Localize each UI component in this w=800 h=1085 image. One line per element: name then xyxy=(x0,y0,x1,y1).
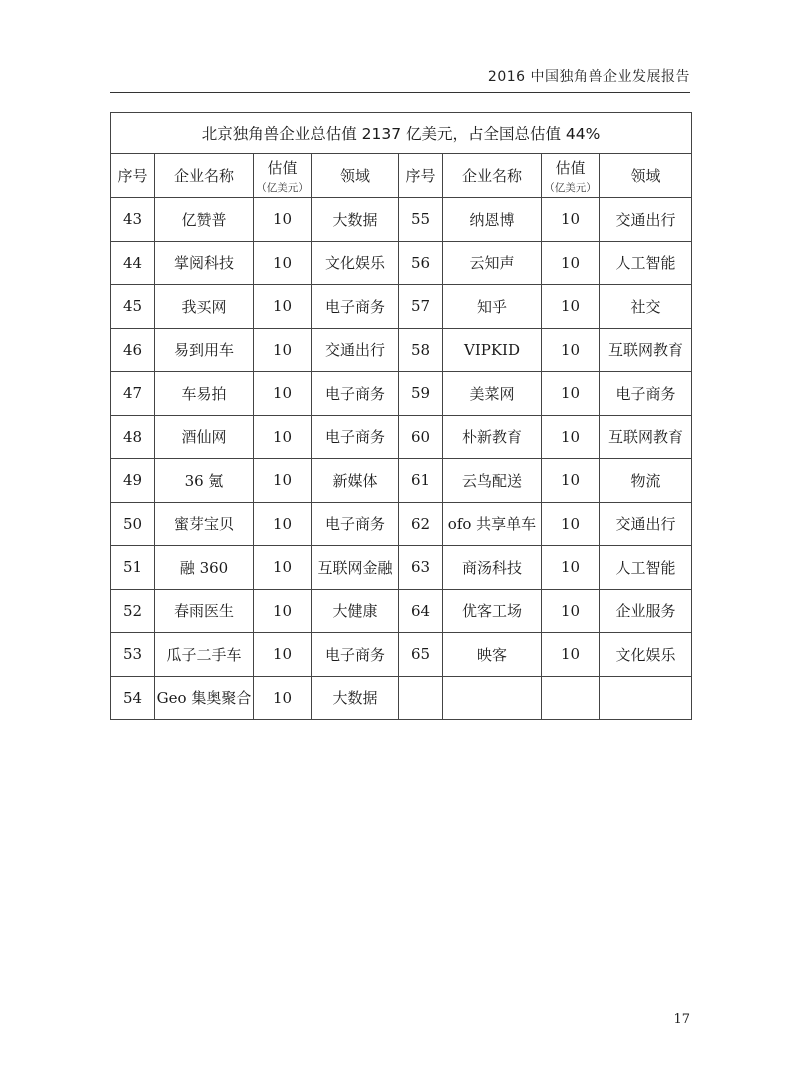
page-number: 17 xyxy=(673,1012,690,1027)
header-sector: 领域 xyxy=(600,154,692,198)
cell-name: 朴新教育 xyxy=(443,415,542,459)
cell-name: 优客工场 xyxy=(443,589,542,633)
cell-sector: 人工智能 xyxy=(600,546,692,590)
cell-sector: 大数据 xyxy=(312,676,399,720)
cell-index: 59 xyxy=(399,372,443,416)
cell-name: 亿赞普 xyxy=(155,198,254,242)
cell-valuation: 10 xyxy=(254,546,312,590)
cell-valuation: 10 xyxy=(542,198,600,242)
cell-index: 48 xyxy=(111,415,155,459)
unicorn-table xyxy=(110,112,692,720)
cell-name: 融 360 xyxy=(155,546,254,590)
cell-index: 53 xyxy=(111,633,155,677)
cell-valuation: 10 xyxy=(542,241,600,285)
cell-sector: 电子商务 xyxy=(312,415,399,459)
cell-name: 云知声 xyxy=(443,241,542,285)
table-caption-row xyxy=(111,113,692,154)
header-sector: 领域 xyxy=(312,154,399,198)
table-caption: 北京独角兽企业总估值 2137 亿美元，占全国总估值 44% xyxy=(111,113,692,154)
cell-valuation: 10 xyxy=(254,241,312,285)
header-valuation-label: 估值 xyxy=(267,158,298,177)
cell-index: 52 xyxy=(111,589,155,633)
cell-valuation: 10 xyxy=(254,459,312,503)
cell-valuation: 10 xyxy=(542,546,600,590)
cell-valuation: 10 xyxy=(254,198,312,242)
cell-index: 65 xyxy=(399,633,443,677)
running-header: 2016 中国独角兽企业发展报告 xyxy=(487,69,690,85)
cell-valuation: 10 xyxy=(542,459,600,503)
cell-index: 56 xyxy=(399,241,443,285)
cell-sector: 文化娱乐 xyxy=(600,633,692,677)
cell-valuation: 10 xyxy=(254,502,312,546)
cell-index xyxy=(399,676,443,720)
cell-valuation: 10 xyxy=(542,372,600,416)
table-row xyxy=(111,241,692,285)
cell-index: 50 xyxy=(111,502,155,546)
header-valuation-unit: （亿美元） xyxy=(544,181,597,194)
table-row xyxy=(111,633,692,677)
cell-sector: 大健康 xyxy=(312,589,399,633)
cell-index: 60 xyxy=(399,415,443,459)
cell-sector: 企业服务 xyxy=(600,589,692,633)
cell-sector: 社交 xyxy=(600,285,692,329)
cell-name: 易到用车 xyxy=(155,328,254,372)
cell-sector: 交通出行 xyxy=(600,502,692,546)
cell-index: 61 xyxy=(399,459,443,503)
header-valuation xyxy=(542,154,600,198)
header-valuation xyxy=(254,154,312,198)
cell-index: 64 xyxy=(399,589,443,633)
cell-sector: 互联网教育 xyxy=(600,328,692,372)
cell-valuation: 10 xyxy=(542,633,600,677)
cell-valuation xyxy=(542,676,600,720)
cell-sector: 互联网金融 xyxy=(312,546,399,590)
cell-index: 51 xyxy=(111,546,155,590)
header-index: 序号 xyxy=(111,154,155,198)
table-row xyxy=(111,372,692,416)
cell-name: 车易拍 xyxy=(155,372,254,416)
cell-sector: 大数据 xyxy=(312,198,399,242)
cell-index: 46 xyxy=(111,328,155,372)
cell-index: 57 xyxy=(399,285,443,329)
cell-valuation: 10 xyxy=(542,502,600,546)
cell-name: 掌阅科技 xyxy=(155,241,254,285)
cell-name: 瓜子二手车 xyxy=(155,633,254,677)
cell-index: 62 xyxy=(399,502,443,546)
cell-name: 美菜网 xyxy=(443,372,542,416)
cell-index: 44 xyxy=(111,241,155,285)
cell-valuation: 10 xyxy=(254,328,312,372)
cell-valuation: 10 xyxy=(254,285,312,329)
cell-valuation: 10 xyxy=(254,415,312,459)
header-name: 企业名称 xyxy=(155,154,254,198)
table-row xyxy=(111,285,692,329)
header-valuation-unit: （亿美元） xyxy=(256,181,309,194)
cell-name: ofo 共享单车 xyxy=(443,502,542,546)
cell-valuation: 10 xyxy=(542,328,600,372)
table-row xyxy=(111,328,692,372)
table-row xyxy=(111,198,692,242)
header-rule xyxy=(110,92,690,93)
cell-valuation: 10 xyxy=(254,589,312,633)
cell-name: 云鸟配送 xyxy=(443,459,542,503)
cell-sector: 交通出行 xyxy=(312,328,399,372)
header-name: 企业名称 xyxy=(443,154,542,198)
cell-index: 54 xyxy=(111,676,155,720)
cell-name: 映客 xyxy=(443,633,542,677)
cell-sector: 文化娱乐 xyxy=(312,241,399,285)
cell-sector: 物流 xyxy=(600,459,692,503)
cell-sector xyxy=(600,676,692,720)
cell-valuation: 10 xyxy=(542,285,600,329)
cell-name: 纳恩博 xyxy=(443,198,542,242)
header-index: 序号 xyxy=(399,154,443,198)
cell-name: 36 氪 xyxy=(155,459,254,503)
cell-name: 春雨医生 xyxy=(155,589,254,633)
table-row xyxy=(111,459,692,503)
cell-valuation: 10 xyxy=(254,633,312,677)
table-row xyxy=(111,589,692,633)
cell-sector: 电子商务 xyxy=(312,285,399,329)
cell-sector: 电子商务 xyxy=(600,372,692,416)
cell-index: 49 xyxy=(111,459,155,503)
table-row xyxy=(111,415,692,459)
cell-valuation: 10 xyxy=(542,589,600,633)
cell-index: 55 xyxy=(399,198,443,242)
header-valuation-label: 估值 xyxy=(555,158,586,177)
table-header-row xyxy=(111,154,692,198)
cell-valuation: 10 xyxy=(254,676,312,720)
cell-sector: 新媒体 xyxy=(312,459,399,503)
table-row xyxy=(111,546,692,590)
table-row xyxy=(111,502,692,546)
cell-index: 63 xyxy=(399,546,443,590)
cell-index: 43 xyxy=(111,198,155,242)
table-row xyxy=(111,676,692,720)
cell-name: 知乎 xyxy=(443,285,542,329)
cell-sector: 人工智能 xyxy=(600,241,692,285)
cell-index: 47 xyxy=(111,372,155,416)
cell-sector: 电子商务 xyxy=(312,372,399,416)
cell-index: 45 xyxy=(111,285,155,329)
cell-sector: 电子商务 xyxy=(312,633,399,677)
cell-name: 蜜芽宝贝 xyxy=(155,502,254,546)
cell-index: 58 xyxy=(399,328,443,372)
cell-sector: 互联网教育 xyxy=(600,415,692,459)
cell-name: VIPKID xyxy=(443,328,542,372)
cell-name: 酒仙网 xyxy=(155,415,254,459)
cell-valuation: 10 xyxy=(254,372,312,416)
cell-sector: 电子商务 xyxy=(312,502,399,546)
cell-valuation: 10 xyxy=(542,415,600,459)
cell-name: 我买网 xyxy=(155,285,254,329)
cell-name xyxy=(443,676,542,720)
cell-name: 商汤科技 xyxy=(443,546,542,590)
cell-name: Geo 集奥聚合 xyxy=(155,676,254,720)
cell-sector: 交通出行 xyxy=(600,198,692,242)
